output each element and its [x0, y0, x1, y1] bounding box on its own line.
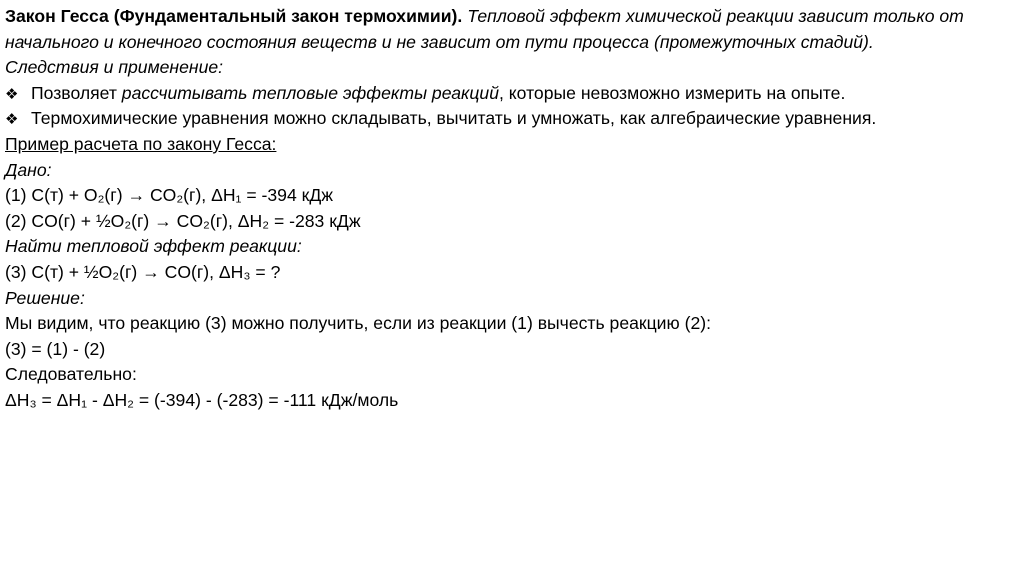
consequence-item-1 [5, 81, 1014, 107]
consequence-1-prefix: Позволяет [31, 82, 122, 103]
consequences-heading: Следствия и применение: [5, 57, 224, 78]
consequence-1-emphasis: рассчитывать тепловые эффекты реакций [121, 82, 499, 103]
solution-result: ΔH₃ = ΔH₁ - ΔH₂ = (-394) - (-283) = -111 кДж/моль [5, 389, 399, 410]
law-definition: Тепловой эффект химической реакции зависит только от начального и конечного состояния веществ и не зависит от пути процесса (промежуточных стадий). [5, 6, 964, 52]
law-title: Закон Гесса (Фундаментальный закон термохимии). [5, 6, 463, 26]
example-heading: Пример расчета по закону Гесса: [5, 133, 277, 154]
given-equation-1: (1) С(т) + O₂(г) → CO₂(г), ΔH₁ = -394 кДж [5, 185, 334, 206]
consequence-2-text: Термохимические уравнения можно складывать, вычитать и умножать, как алгебраические уравнения. [31, 108, 877, 129]
solution-line-1: Мы видим, что реакцию (3) можно получить, если из реакции (1) вычесть реакцию (2): [5, 313, 711, 334]
consequence-item-2 [5, 106, 1014, 132]
given-equation-2: (2) СO(г) + ½O₂(г) → CO₂(г), ΔH₂ = -283 кДж [5, 210, 361, 231]
diamond-bullet-icon: ❖ [5, 84, 19, 103]
find-equation: (3) С(т) + ½O₂(г) → CO(г), ΔH₃ = ? [5, 261, 281, 282]
intro-paragraph [5, 4, 1014, 55]
find-label: Найти тепловой эффект реакции: [5, 236, 302, 257]
diamond-bullet-icon: ❖ [5, 110, 19, 129]
solution-line-3: Следовательно: [5, 364, 137, 385]
given-label: Дано: [5, 159, 52, 180]
solution-line-2: (3) = (1) - (2) [5, 338, 106, 359]
consequence-1-suffix: , которые невозможно измерить на опыте. [499, 82, 846, 103]
solution-label: Решение: [5, 287, 85, 308]
